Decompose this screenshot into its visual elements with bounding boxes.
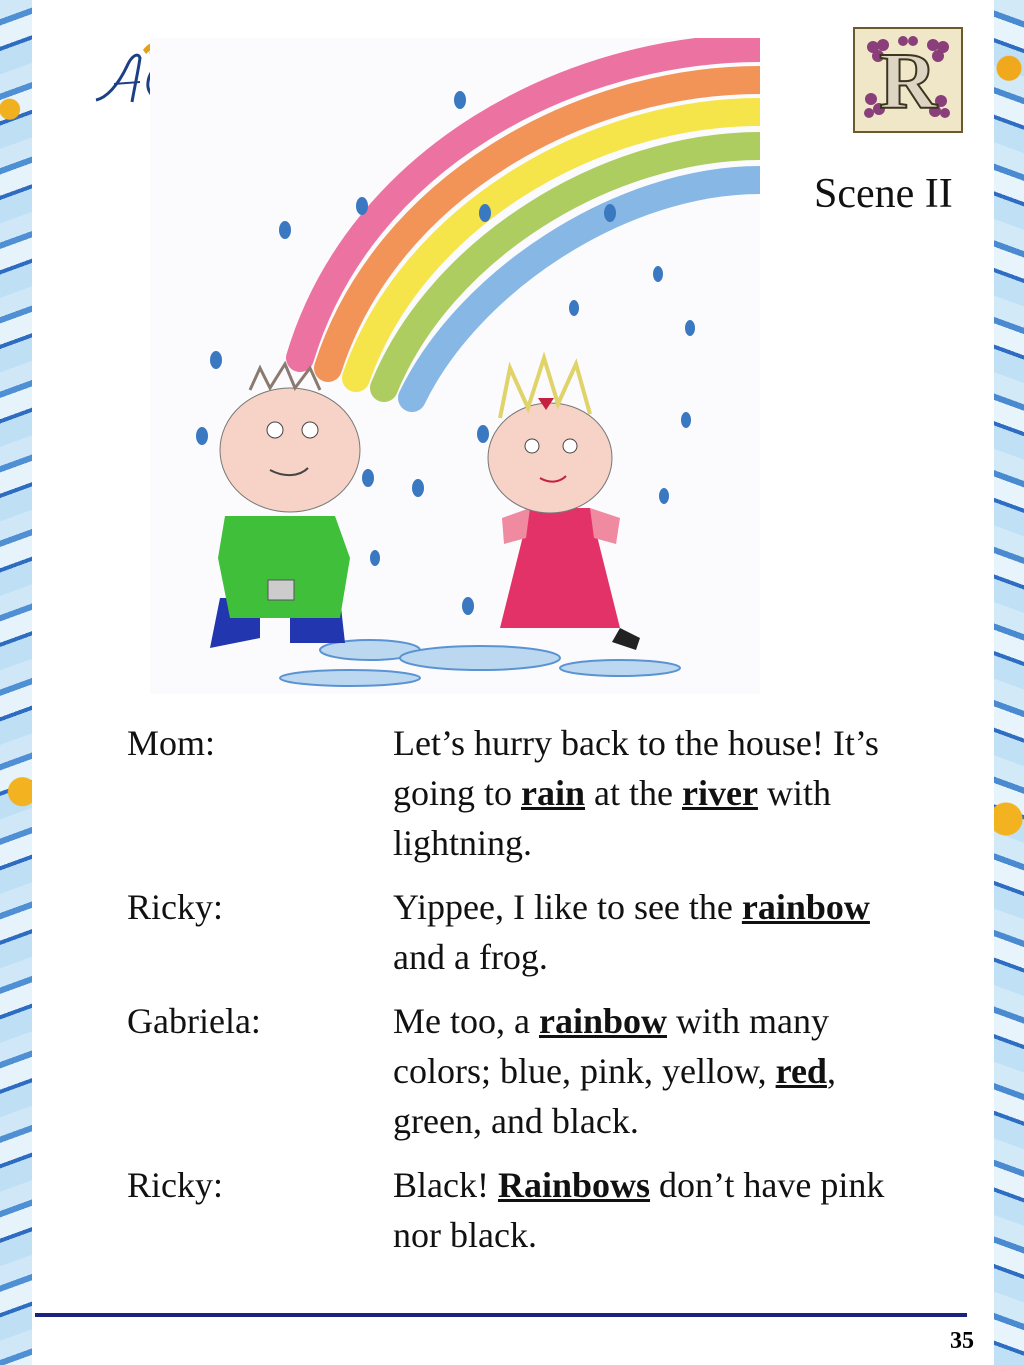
speech-fragment: at the xyxy=(585,773,682,813)
decorative-left-border xyxy=(0,0,32,1365)
speech-text xyxy=(393,718,927,868)
speech-fragment: Yippee, I like to see the xyxy=(393,887,742,927)
emblem-letter: R xyxy=(879,38,937,126)
speech-fragment: don’t have pink nor black. xyxy=(393,1165,885,1255)
dialogue xyxy=(127,718,927,1274)
speech-fragment: with lightning. xyxy=(393,773,831,863)
speech-fragment: and a frog. xyxy=(393,937,548,977)
speaker-name: Ricky: xyxy=(127,1165,223,1205)
decorative-right-border xyxy=(994,0,1024,1365)
rainbow-children-illustration xyxy=(150,38,760,694)
dialogue-line xyxy=(127,718,927,868)
speech-text xyxy=(393,1160,927,1260)
speech-fragment: , green, and black. xyxy=(393,1051,836,1141)
speech-fragment: Me too, a xyxy=(393,1001,539,1041)
speaker-name: Gabriela: xyxy=(127,1001,261,1041)
speaker-name: Ricky: xyxy=(127,887,223,927)
speaker-name: Mom: xyxy=(127,723,216,763)
speech-text xyxy=(393,882,927,982)
scene-title: Scene II xyxy=(814,171,953,217)
speech-fragment: Black! xyxy=(393,1165,498,1205)
vocabulary-word: rainbow xyxy=(538,1001,667,1041)
letter-r-emblem xyxy=(853,27,963,133)
speech-text xyxy=(393,996,927,1146)
page-number: 35 xyxy=(950,1328,974,1354)
vocabulary-word: rain xyxy=(521,773,586,813)
vocabulary-word: red xyxy=(775,1051,827,1091)
dialogue-line xyxy=(127,1160,927,1260)
vocabulary-word: river xyxy=(682,773,758,813)
speech-fragment: with many colors; blue, pink, yellow, xyxy=(393,1001,829,1091)
dialogue-line xyxy=(127,882,927,982)
vocabulary-word: rainbow xyxy=(741,887,870,927)
speech-fragment: Let’s hurry back to the house! It’s going to xyxy=(393,723,879,813)
footer-rule xyxy=(35,1313,967,1317)
dialogue-line xyxy=(127,996,927,1146)
vocabulary-word: Rainbows xyxy=(497,1165,651,1205)
